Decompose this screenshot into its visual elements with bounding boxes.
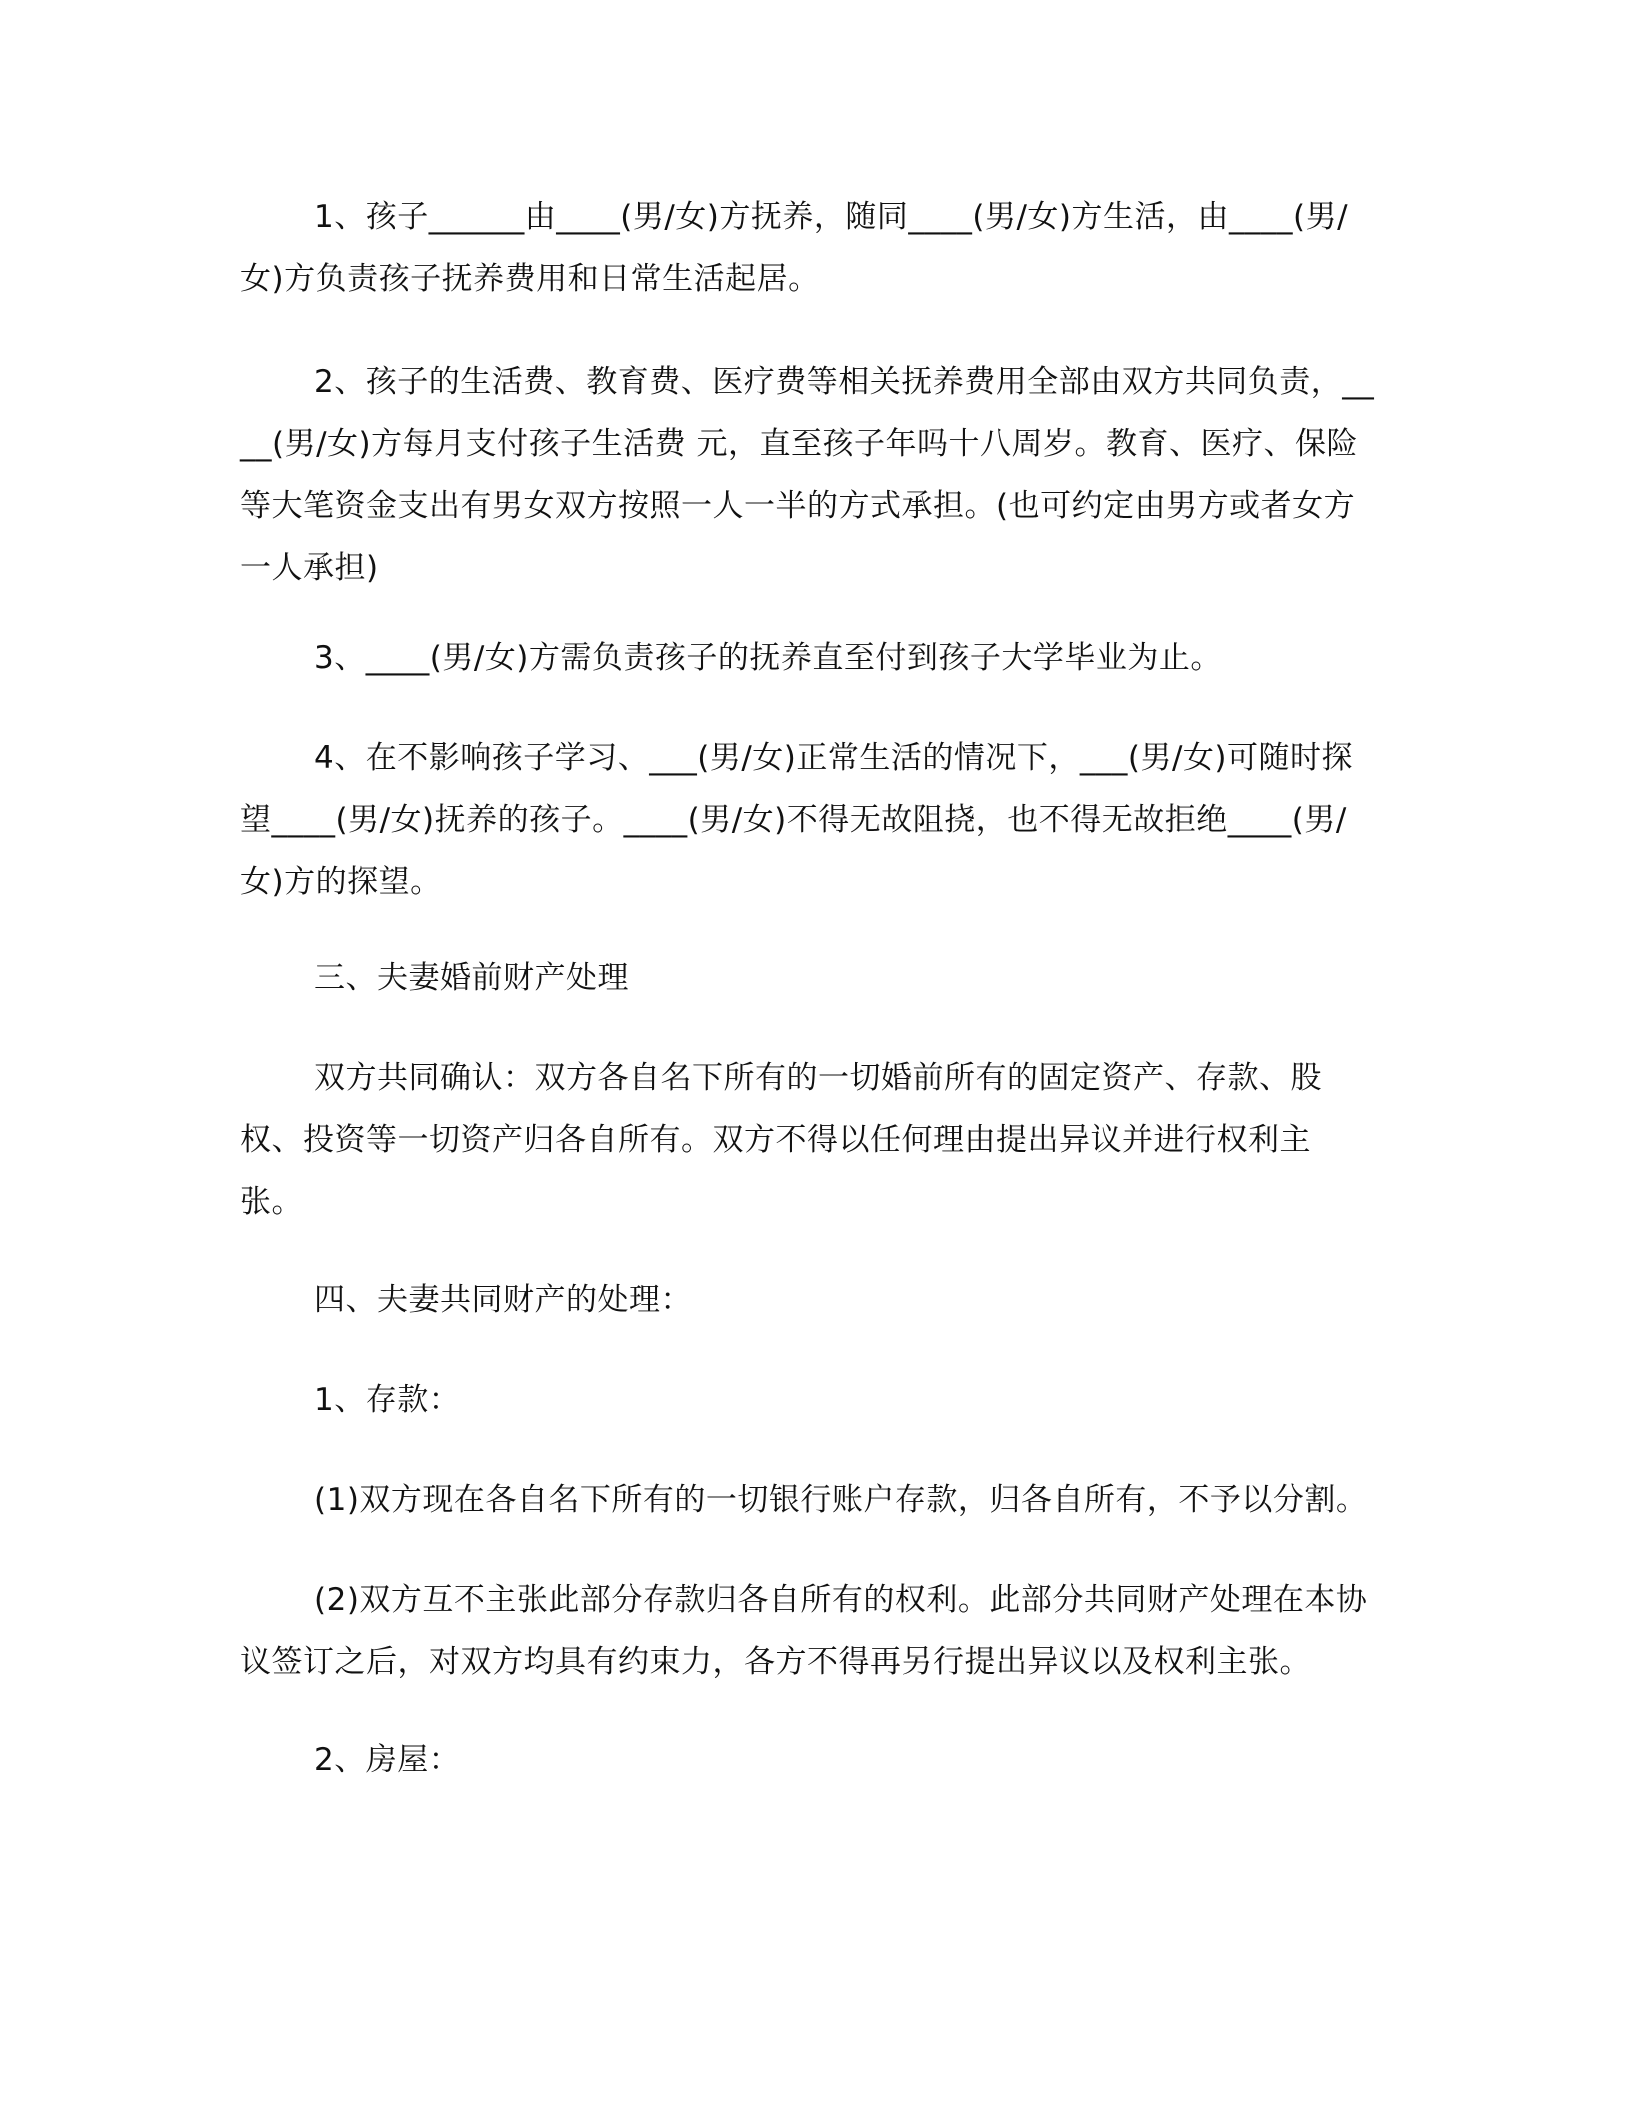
- custody-clause-2: 2、孩子的生活费、教育费、医疗费等相关抚养费用全部由双方共同负责，____(男/女)方每月支付孩子生活费 元，直至孩子年吗十八周岁。教育、医疗、保险等大笔资金支出有男女双方按照一人一半的方式承担。(也可约定由男方或者女方一人承担): [240, 364, 1375, 586]
- custody-clause-3: 3、____(男/女)方需负责孩子的抚养直至付到孩子大学毕业为止。: [314, 640, 1222, 676]
- deposit-clause-2: (2)双方互不主张此部分存款归各自所有的权利。此部分共同财产处理在本协议签订之后，对双方均具有约束力，各方不得再另行提出异议以及权利主张。: [240, 1582, 1368, 1680]
- house-heading: 2、房屋：: [314, 1742, 461, 1778]
- section-3-heading: 三、夫妻婚前财产处理: [314, 960, 629, 996]
- section-3-body: 双方共同确认：双方各自名下所有的一切婚前所有的固定资产、存款、股权、投资等一切资产归各自所有。双方不得以任何理由提出异议并进行权利主张。: [240, 1060, 1322, 1220]
- deposit-heading: 1、存款：: [314, 1382, 461, 1418]
- section-4-heading: 四、夫妻共同财产的处理：: [314, 1282, 692, 1318]
- custody-clause-4: 4、在不影响孩子学习、___(男/女)正常生活的情况下，___(男/女)可随时探望____(男/女)抚养的孩子。____(男/女)不得无故阻挠，也不得无故拒绝____(男/女)方的探望。: [240, 740, 1353, 900]
- deposit-clause-1: (1)双方现在各自名下所有的一切银行账户存款，归各自所有，不予以分割。: [314, 1482, 1368, 1518]
- custody-clause-1: 1、孩子______由____(男/女)方抚养，随同____(男/女)方生活，由____(男/女)方负责孩子抚养费用和日常生活起居。: [240, 199, 1349, 297]
